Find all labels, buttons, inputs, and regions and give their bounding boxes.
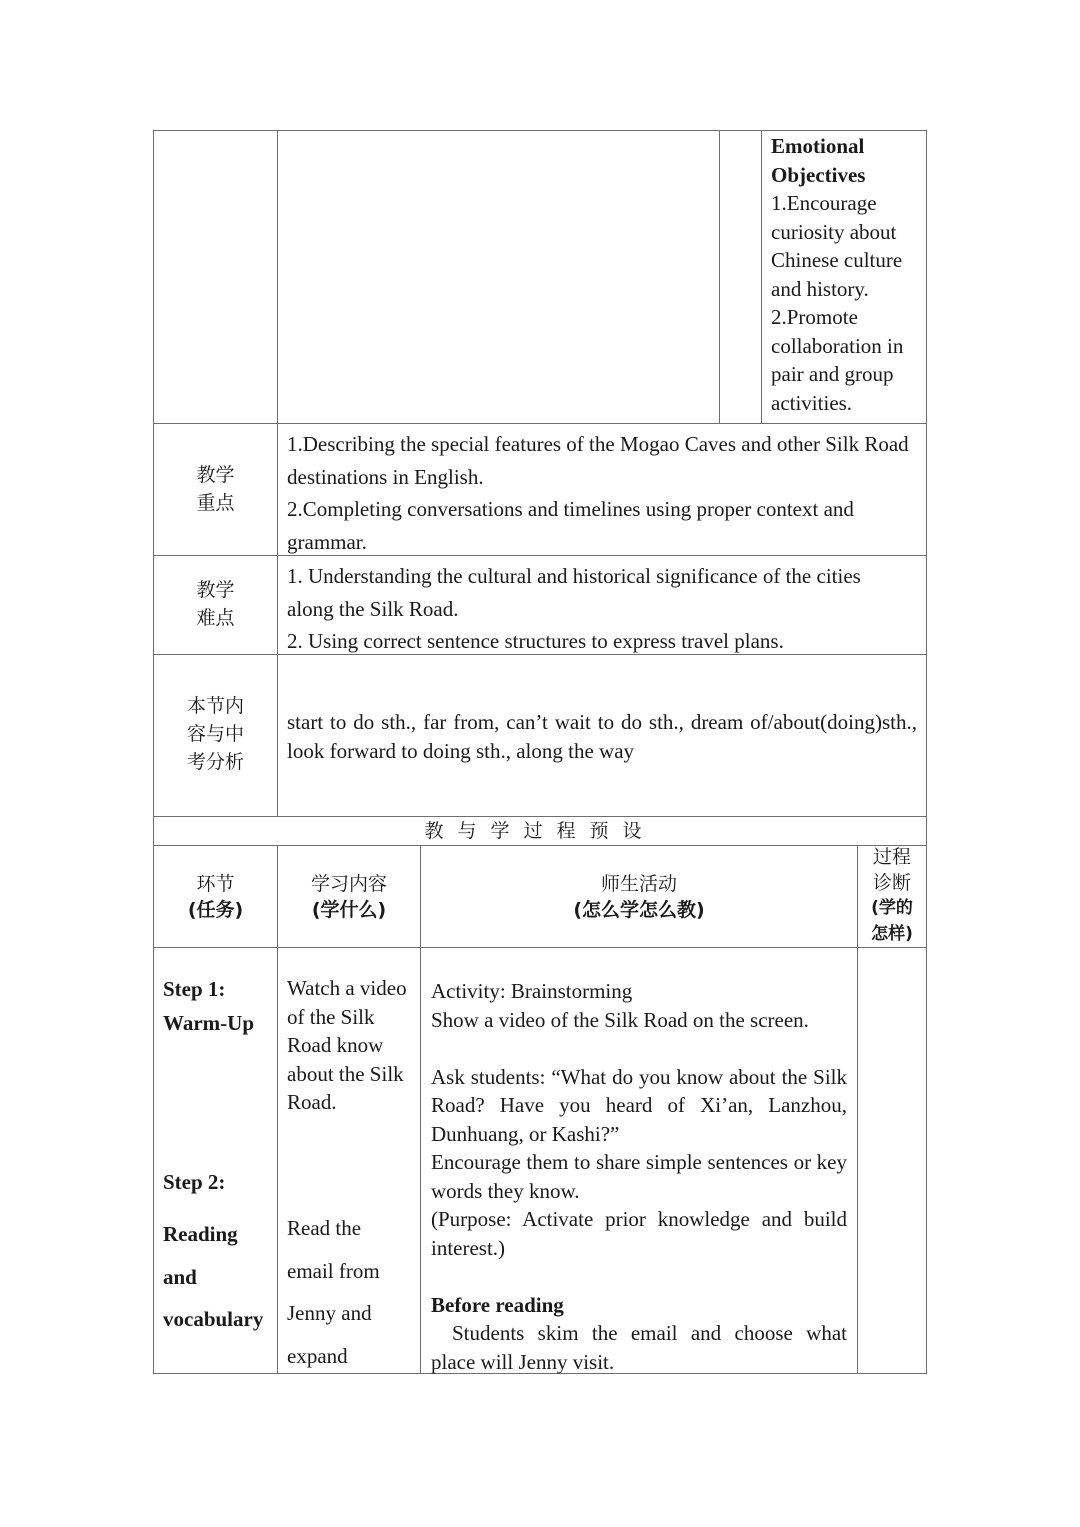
label-line: 容与中 [186, 723, 244, 745]
step-number: Step 1: [163, 977, 226, 1001]
objective-item: 2.Promote collaboration in pair and group activities. [771, 305, 904, 415]
activity-text: Activity: Brainstorming [431, 979, 633, 1003]
header-text: 环节 [196, 873, 235, 895]
header-sub: 怎样) [871, 923, 913, 944]
label-line: 本节内 [186, 695, 244, 717]
exam-analysis-content [287, 708, 917, 765]
label-line: 重点 [196, 492, 235, 514]
label-line: 教学 [196, 464, 235, 486]
label-line: 教学 [196, 579, 235, 601]
key-point-item: 2.Completing conversations and timelines using proper context and grammar. [287, 497, 854, 555]
activities-content [431, 977, 847, 1376]
key-points-label [154, 461, 277, 517]
activity-text: Ask students: “What do you know about the Silk Road? Have you heard of Xi’an, Lanzhou, Dunhuang, or Kashi?” [431, 1064, 847, 1146]
learning-text: Watch a video of the Silk Road know about the Silk Road. [287, 976, 407, 1114]
objectives-cell [771, 132, 921, 417]
label-line: 难点 [196, 607, 235, 629]
difficult-points-label [154, 576, 277, 632]
before-reading-heading: Before reading [431, 1292, 564, 1317]
key-points-content [287, 428, 912, 559]
difficult-points-content [287, 560, 912, 658]
exam-analysis-label [154, 692, 277, 776]
step2-label [163, 1168, 275, 1341]
header-sub: (学的 [871, 898, 913, 918]
header-activity [421, 870, 857, 922]
learning-text: email from [287, 1258, 380, 1283]
step-name: vocabulary [163, 1307, 264, 1331]
header-diagnosis [858, 845, 926, 947]
header-text: 学习内容 [310, 873, 387, 895]
objective-item: 1.Encourage curiosity about Chinese culture and history. [771, 191, 903, 301]
header-sub: (学什么) [311, 899, 387, 921]
difficult-point-item: 2. Using correct sentence structures to express travel plans. [287, 629, 784, 654]
step1-learning-content [287, 974, 417, 1117]
objectives-title: Emotional Objectives [771, 134, 866, 187]
step-name: Reading [163, 1222, 238, 1246]
step1-label [163, 972, 275, 1040]
activity-text: Show a video of the Silk Road on the screen. [431, 1007, 809, 1032]
header-content [278, 870, 420, 922]
step-number: Step 2: [163, 1170, 226, 1194]
header-sub: (任务) [187, 899, 244, 921]
key-point-item: 1.Describing the special features of the Mogao Caves and other Silk Road destinations in English. [287, 432, 909, 489]
header-stage [154, 870, 277, 922]
learning-text: Read the [287, 1216, 362, 1240]
activity-text: (Purpose: Activate prior knowledge and build interest.) [431, 1207, 847, 1260]
learning-text: expand [287, 1343, 348, 1368]
step2-learning-content [287, 1207, 417, 1377]
header-text: 过程 [872, 846, 911, 868]
learning-text: Jenny and [287, 1301, 372, 1325]
header-text: 诊断 [872, 871, 911, 894]
exam-analysis-text: start to do sth., far from, can’t wait to do sth., dream of/about(doing)sth., look forward to doing sth., along the way [287, 710, 917, 763]
process-title: 教与学过程预设 [424, 820, 656, 842]
difficult-point-item: 1. Understanding the cultural and historical significance of the cities along the Silk Road. [287, 564, 861, 621]
label-line: 考分析 [186, 751, 244, 773]
step-name: and [163, 1264, 197, 1289]
step-name: Warm-Up [163, 1011, 254, 1035]
activity-text: Students skim the email and choose what place will Jenny visit. [431, 1321, 847, 1374]
header-sub: (怎么学怎么教) [573, 899, 705, 921]
header-text: 师生活动 [600, 873, 677, 895]
activity-text: Encourage them to share simple sentences or key words they know. [431, 1150, 847, 1203]
